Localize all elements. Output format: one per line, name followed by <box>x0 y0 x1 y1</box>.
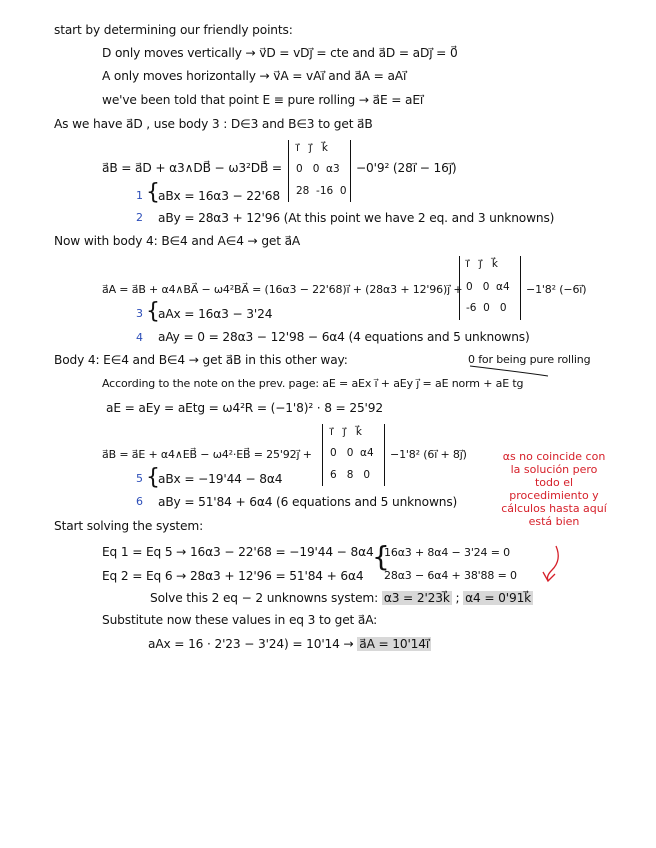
eq-aBx-alt: aBx = −19'44 − 8α4 <box>158 472 283 486</box>
final-line <box>148 636 431 652</box>
eq-aBx: aBx = 16α3 − 22'68 <box>158 189 280 203</box>
eq2-simplified: 28α3 − 6α4 + 38'88 = 0 <box>384 569 517 582</box>
determinant-row: -6 0 0 <box>466 302 507 314</box>
prev-page-note: According to the note on the prev. page: aE = aEx i⃗ + aEy j⃗ = aE norm + aE tg <box>102 377 524 390</box>
system-brace: { <box>146 465 160 490</box>
eq-aB-body3-tail: −0'9² (28i⃗ − 16j⃗) <box>356 161 457 175</box>
eq-aAy: aAy = 0 = 28α3 − 12'98 − 6α4 (4 equations and 5 unknowns) <box>158 330 530 344</box>
determinant-row: 0 0 α3 <box>296 163 340 175</box>
eq-aAx: aAx = 16α3 − 3'24 <box>158 307 273 321</box>
eq2-eq6: Eq 2 = Eq 6 → 28α3 + 12'96 = 51'84 + 6α4 <box>102 569 364 583</box>
eq-aBy: aBy = 28α3 + 12'96 (At this point we have 2 eq. and 3 unknowns) <box>158 211 555 225</box>
eq-aA-body4: a⃗A = a⃗B + α4∧BA⃗ − ω4²BA⃗ = (16α3 − 22'68)i⃗ + (28α3 + 12'96)j⃗ + <box>102 283 463 296</box>
eq-aB-body4: a⃗B = a⃗E + α4∧EB⃗ − ω4²·EB⃗ = 25'92j⃗ + <box>102 448 312 461</box>
equation-number: 1 <box>136 189 143 202</box>
intro-line: start by determining our friendly points: <box>54 23 293 37</box>
eq-aB-body4-tail: −1'8² (6i⃗ + 8j⃗) <box>390 448 467 461</box>
determinant-row: 6 8 0 <box>330 469 371 481</box>
eq-aBy-alt: aBy = 51'84 + 6α4 (6 equations and 5 unknowns) <box>158 495 458 509</box>
alpha3-result: α3 = 2'23k⃗ <box>383 591 450 605</box>
equation-number: 4 <box>136 331 143 344</box>
eq-aA-body4-tail: −1'8² (−6i⃗) <box>526 283 587 296</box>
equation-number: 3 <box>136 307 143 320</box>
solve-heading: Start solving the system: <box>54 519 204 533</box>
eq1-eq5: Eq 1 = Eq 5 → 16α3 − 22'68 = −19'44 − 8α4 <box>102 545 374 559</box>
determinant-row: 0 0 α4 <box>466 281 510 293</box>
eq-aE-value: aE = aEy = aEtg = ω4²R = (−1'8)² · 8 = 25'92 <box>106 401 383 415</box>
aA-result: a⃗A = 10'14i⃗ <box>359 637 430 651</box>
system-brace: { <box>372 540 390 573</box>
correction-note: αs no coincide con la solución pero todo el procedimiento y cálculos hasta aquí está bien <box>501 450 607 528</box>
substitute-line: Substitute now these values in eq 3 to get a⃗A: <box>102 613 378 627</box>
equation-number: 6 <box>136 495 143 508</box>
point-e-line: we've been told that point E ≡ pure rolling → a⃗E = aEi⃗ <box>102 93 424 107</box>
system-brace: { <box>146 299 160 324</box>
alpha4-result: α4 = 0'91k⃗ <box>465 591 532 605</box>
point-d-line: D only moves vertically → v⃗D = vDj⃗ = cte and a⃗D = aDj⃗ = 0⃗ <box>102 46 458 60</box>
solve-system-label: Solve this 2 eq − 2 unknowns system: <box>150 591 379 605</box>
equation-number: 2 <box>136 211 143 224</box>
determinant-row: 0 0 α4 <box>330 447 374 459</box>
pure-rolling-note: 0 for being pure rolling <box>468 353 591 366</box>
body4-heading: Now with body 4: B∈4 and A∈4 → get a⃗A <box>54 234 301 248</box>
body4-alt-heading: Body 4: E∈4 and B∈4 → get a⃗B in this other way: <box>54 353 348 367</box>
determinant-row: 28 -16 0 <box>296 185 347 197</box>
point-a-line: A only moves horizontally → v⃗A = vAi⃗ and a⃗A = aAi⃗ <box>102 69 407 83</box>
solve-system-line: Solve this 2 eq − 2 unknowns system: α3 = 2'23k⃗ ; α4 = 0'91k⃗ <box>150 591 532 605</box>
aAx-calculation: aAx = 16 · 2'23 − 3'24) = 10'14 → <box>148 637 354 651</box>
eq1-simplified: 16α3 + 8α4 − 3'24 = 0 <box>384 546 510 559</box>
determinant-row: i⃗ j⃗ k⃗ <box>330 426 362 438</box>
body3-heading: As we have a⃗D , use body 3 : D∈3 and B∈3 to get a⃗B <box>54 117 373 131</box>
system-brace: { <box>146 180 160 205</box>
equation-number: 5 <box>136 472 143 485</box>
determinant-row: i⃗ j⃗ k⃗ <box>466 258 498 270</box>
eq-aB-body3: a⃗B = a⃗D + α3∧DB⃗ − ω3²DB⃗ = <box>102 161 282 175</box>
determinant-row: i⃗ j⃗ k⃗ <box>296 142 328 154</box>
